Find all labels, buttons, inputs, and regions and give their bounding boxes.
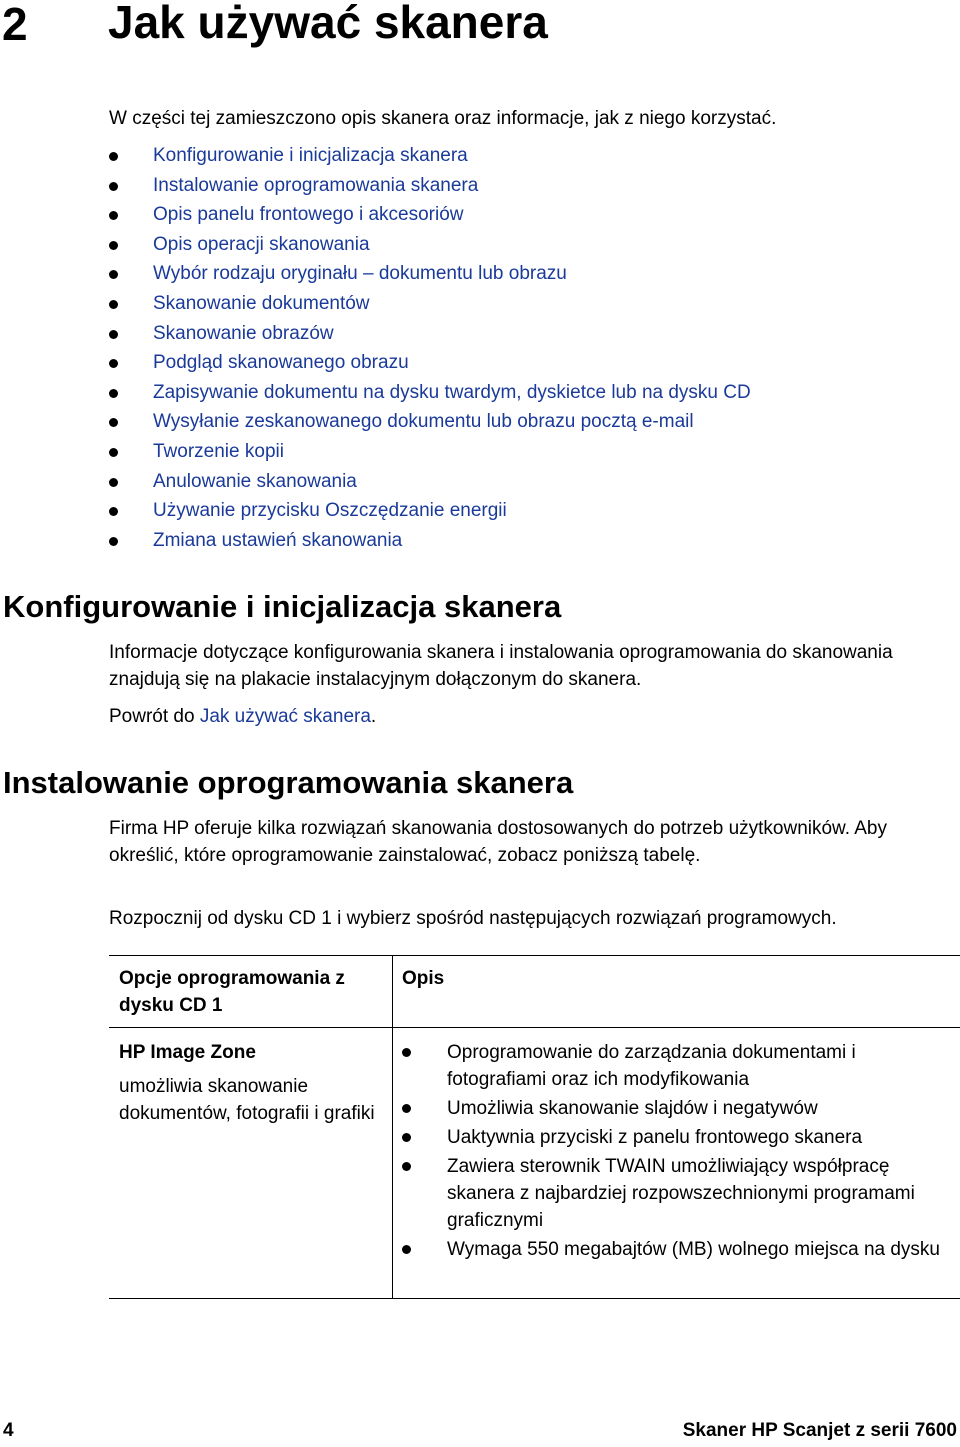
bullet-icon bbox=[109, 478, 118, 487]
feature-text: Zawiera sterownik TWAIN umożliwiający współpracę skanera z najbardziej rozpowszechnionymi programami graficznymi bbox=[447, 1156, 915, 1231]
table-column-divider bbox=[392, 956, 393, 1298]
bullet-icon bbox=[402, 1133, 411, 1142]
back-link[interactable]: Jak używać skanera bbox=[199, 706, 371, 727]
section-heading-setup: Konfigurowanie i inicjalizacja skanera bbox=[3, 589, 562, 624]
toc-link[interactable]: Anulowanie skanowania bbox=[153, 470, 357, 492]
footer-product: Skaner HP Scanjet z serii 7600 bbox=[682, 1420, 957, 1441]
bullet-icon bbox=[402, 1048, 411, 1057]
feature-item bbox=[402, 1039, 952, 1093]
chapter-number: 2 bbox=[2, 0, 28, 50]
bullet-icon bbox=[109, 270, 118, 279]
table-header-description: Opis bbox=[402, 968, 445, 989]
table-cell-software bbox=[119, 1039, 379, 1127]
bullet-icon bbox=[109, 330, 118, 339]
page-number: 4 bbox=[3, 1420, 14, 1441]
bullet-icon bbox=[109, 182, 118, 191]
feature-item bbox=[402, 1124, 952, 1151]
install-paragraph: Firma HP oferuje kilka rozwiązań skanowania dostosowanych do potrzeb użytkowników. Aby określić, które oprogramowanie zainstalować, zobacz poniższą tabelę. bbox=[109, 818, 887, 866]
bullet-icon bbox=[109, 507, 118, 516]
install-paragraph-2: Rozpocznij od dysku CD 1 i wybierz spośród następujących rozwiązań programowych. bbox=[109, 908, 837, 929]
table-header-options: Opcje oprogramowania z dysku CD 1 bbox=[119, 968, 345, 1016]
toc-link[interactable]: Skanowanie dokumentów bbox=[153, 292, 370, 314]
toc-link[interactable]: Używanie przycisku Oszczędzanie energii bbox=[153, 500, 507, 522]
toc-link[interactable]: Opis panelu frontowego i akcesoriów bbox=[153, 204, 464, 226]
software-desc: umożliwia skanowanie dokumentów, fotografii i grafiki bbox=[119, 1076, 375, 1124]
feature-item bbox=[402, 1236, 952, 1263]
toc-link[interactable]: Tworzenie kopii bbox=[153, 440, 284, 462]
toc-link[interactable]: Wybór rodzaju oryginału – dokumentu lub obrazu bbox=[153, 263, 567, 285]
feature-text: Wymaga 550 megabajtów (MB) wolnego miejsca na dysku bbox=[447, 1239, 940, 1260]
bullet-icon bbox=[109, 389, 118, 398]
bullet-icon bbox=[402, 1245, 411, 1254]
bullet-icon bbox=[109, 211, 118, 220]
table-header-divider bbox=[109, 1027, 960, 1028]
feature-text: Uaktywnia przyciski z panelu frontowego skanera bbox=[447, 1127, 863, 1148]
toc-link[interactable]: Skanowanie obrazów bbox=[153, 322, 334, 344]
bullet-icon bbox=[109, 300, 118, 309]
feature-list bbox=[402, 1039, 952, 1265]
bullet-icon bbox=[109, 418, 118, 427]
software-name: HP Image Zone bbox=[119, 1042, 256, 1063]
bullet-icon bbox=[109, 152, 118, 161]
software-table bbox=[109, 955, 960, 1299]
toc-link[interactable]: Instalowanie oprogramowania skanera bbox=[153, 174, 479, 196]
chapter-title: Jak używać skanera bbox=[108, 0, 548, 48]
bullet-icon bbox=[109, 448, 118, 457]
toc-link[interactable]: Konfigurowanie i inicjalizacja skanera bbox=[153, 145, 468, 166]
feature-item bbox=[402, 1095, 952, 1122]
bullet-icon bbox=[109, 537, 118, 546]
setup-paragraph: Informacje dotyczące konfigurowania skanera i instalowania oprogramowania do skanowania znajdują się na plakacie instalacyjnym dołączonym do skanera. bbox=[109, 642, 893, 690]
bullet-icon bbox=[109, 241, 118, 250]
feature-item bbox=[402, 1153, 952, 1234]
feature-text: Oprogramowanie do zarządzania dokumentami i fotografiami oraz ich modyfikowania bbox=[447, 1042, 856, 1090]
toc-link[interactable]: Zapisywanie dokumentu na dysku twardym, dyskietce lub na dysku CD bbox=[153, 381, 751, 403]
intro-text: W części tej zamieszczono opis skanera oraz informacje, jak z niego korzystać. bbox=[109, 108, 777, 129]
toc-link[interactable]: Wysyłanie zeskanowanego dokumentu lub obrazu pocztą e-mail bbox=[153, 411, 694, 433]
back-link-line bbox=[109, 703, 939, 730]
back-prefix: Powrót do bbox=[109, 706, 200, 727]
feature-text: Umożliwia skanowanie slajdów i negatywów bbox=[447, 1098, 818, 1119]
bullet-icon bbox=[109, 359, 118, 368]
bullet-icon bbox=[402, 1162, 411, 1171]
toc-link[interactable]: Opis operacji skanowania bbox=[153, 233, 370, 255]
back-suffix: . bbox=[370, 706, 377, 727]
toc-link[interactable]: Podgląd skanowanego obrazu bbox=[153, 352, 409, 374]
bullet-icon bbox=[402, 1104, 411, 1113]
section-heading-install: Instalowanie oprogramowania skanera bbox=[3, 765, 574, 800]
toc-link[interactable]: Zmiana ustawień skanowania bbox=[153, 529, 403, 551]
